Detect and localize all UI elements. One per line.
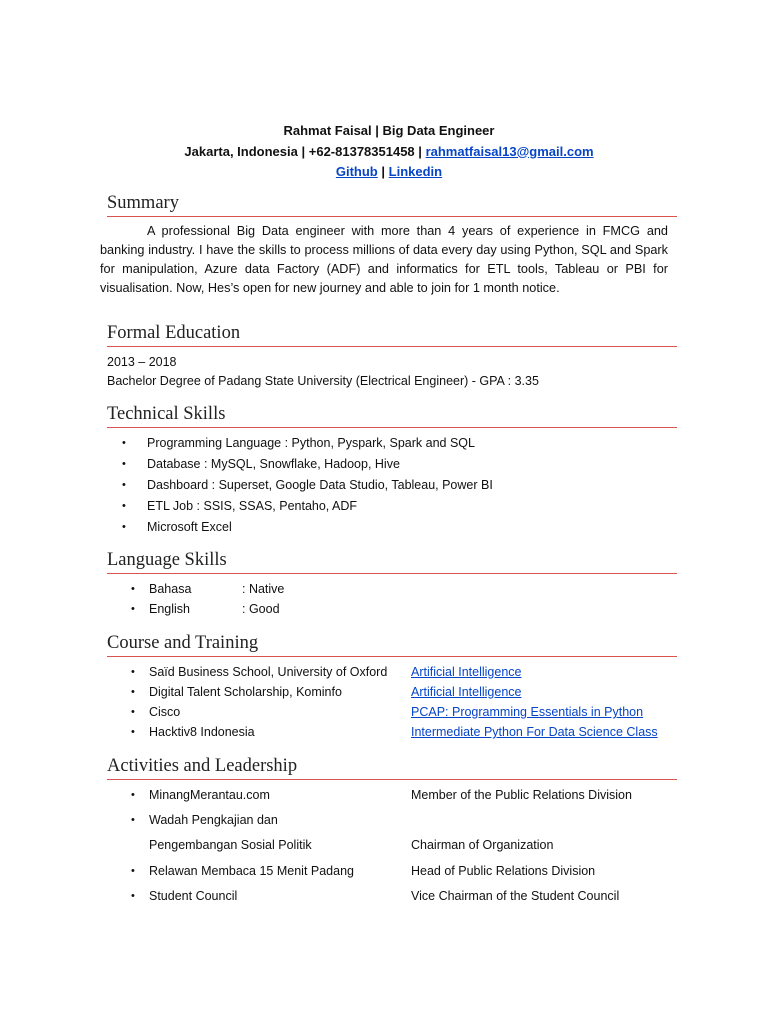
course-link[interactable]: Artificial Intelligence	[411, 665, 522, 679]
bullet-icon: •	[131, 686, 135, 698]
phone: +62-81378351458	[308, 143, 415, 159]
activity-role: Head of Public Relations Division	[411, 864, 596, 878]
activity-org: Wadah Pengkajian dan	[149, 813, 278, 827]
bullet-icon: •	[131, 789, 135, 801]
list-item: Programming Language : Python, Pyspark, Spark and SQL	[147, 436, 475, 450]
list-item: Database : MySQL, Snowflake, Hadoop, Hive	[147, 457, 400, 471]
activities-heading: Activities and Leadership	[107, 755, 677, 780]
bullet-icon: •	[122, 437, 126, 449]
course-training-heading: Course and Training	[107, 632, 677, 657]
education-years: 2013 – 2018	[107, 355, 177, 369]
language-level: : Good	[242, 602, 280, 616]
list-item: ETL Job : SSIS, SSAS, Pentaho, ADF	[147, 499, 358, 513]
bullet-icon: •	[131, 583, 135, 595]
course-link[interactable]: Intermediate Python For Data Science Class	[411, 725, 658, 739]
activity-role: Vice Chairman of the Student Council	[411, 889, 620, 903]
language-level: : Native	[242, 582, 285, 596]
contact-line	[0, 142, 768, 163]
summary-heading: Summary	[107, 192, 677, 217]
separator: |	[418, 143, 422, 159]
activity-role: Chairman of Organization	[411, 838, 554, 852]
bullet-icon: •	[122, 479, 126, 491]
activity-org: Relawan Membaca 15 Menit Padang	[149, 864, 354, 878]
bullet-icon: •	[131, 603, 135, 615]
bullet-icon: •	[122, 521, 126, 533]
bullet-icon: •	[131, 865, 135, 877]
language-name: English	[149, 602, 190, 616]
education-heading: Formal Education	[107, 322, 677, 347]
email-link[interactable]: rahmatfaisal13@gmail.com	[425, 143, 594, 159]
activity-org: Student Council	[149, 889, 238, 903]
separator: |	[381, 164, 386, 179]
bullet-icon: •	[131, 666, 135, 678]
course-provider: Digital Talent Scholarship, Kominfo	[149, 685, 342, 699]
language-name: Bahasa	[149, 582, 192, 596]
list-item: Dashboard : Superset, Google Data Studio, Tableau, Power BI	[147, 478, 493, 492]
list-item: Microsoft Excel	[147, 520, 232, 534]
resume-header	[0, 121, 768, 183]
bullet-icon: •	[122, 458, 126, 470]
language-skills-heading: Language Skills	[107, 549, 677, 574]
github-link[interactable]: Github	[335, 164, 378, 179]
activity-org: MinangMerantau.com	[149, 788, 270, 802]
course-link[interactable]: PCAP: Programming Essentials in Python	[411, 705, 644, 719]
bullet-icon: •	[122, 500, 126, 512]
bullet-icon: •	[131, 890, 135, 902]
name-title: Rahmat Faisal | Big Data Engineer	[283, 123, 495, 138]
summary-paragraph: A professional Big Data engineer with more than 4 years of experience in FMCG and banking industry. I have the skills to process millions of data every day using Python, SQL and Spark for manipulation, Azure data Factory (ADF) and informatics for ETL tools, Tableau or PBI for visualisation. Now, Hes’s open for new journey and able to join for 1 month notice.	[100, 224, 668, 295]
activity-role: Member of the Public Relations Division	[411, 788, 632, 802]
separator: |	[301, 143, 306, 159]
course-provider: Cisco	[149, 705, 181, 719]
course-provider: Hacktiv8 Indonesia	[149, 725, 255, 739]
technical-skills-heading: Technical Skills	[107, 403, 677, 428]
location: Jakarta, Indonesia	[184, 143, 298, 159]
profile-links	[0, 162, 768, 183]
course-provider: Saïd Business School, University of Oxford	[149, 665, 388, 679]
bullet-icon: •	[131, 814, 135, 826]
education-degree: Bachelor Degree of Padang State University (Electrical Engineer) - GPA : 3.35	[107, 374, 539, 388]
linkedin-link[interactable]: Linkedin	[388, 164, 443, 179]
bullet-icon: •	[131, 726, 135, 738]
bullet-icon: •	[131, 706, 135, 718]
activity-org: Pengembangan Sosial Politik	[149, 838, 312, 852]
summary-text	[100, 222, 668, 298]
course-link[interactable]: Artificial Intelligence	[411, 685, 522, 699]
